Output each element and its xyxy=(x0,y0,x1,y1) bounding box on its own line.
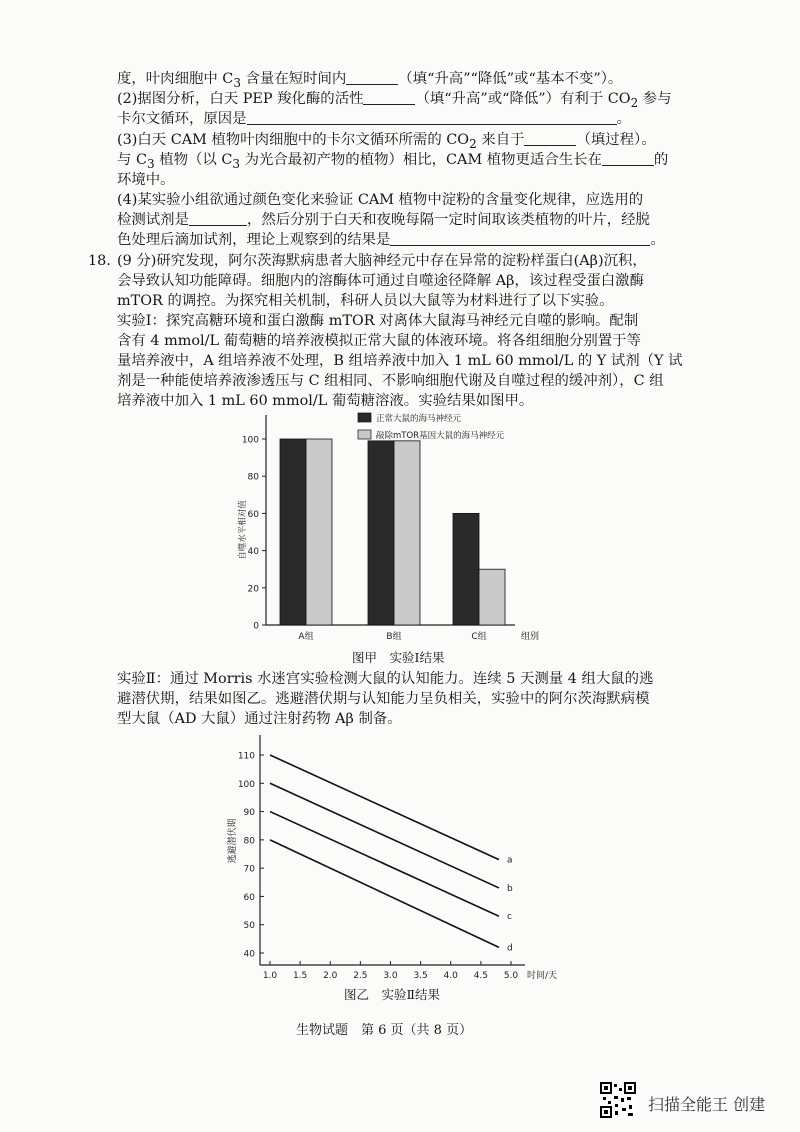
legend-swatch xyxy=(358,413,371,422)
line-text: 的 xyxy=(653,152,669,168)
text-line: 避潜伏期，结果如图乙。逃避潜伏期与认知能力呈负相关，实验中的阿尔茨海默病模 xyxy=(117,691,650,707)
subscript: 3 xyxy=(233,75,241,90)
x-tick-label: A组 xyxy=(298,632,314,642)
line-text: 卡尔文循环，原因是 xyxy=(117,111,247,127)
text-line: 环境中。 xyxy=(117,172,175,188)
x-axis-label: 组别 xyxy=(521,632,540,642)
text-line xyxy=(117,231,665,249)
answer-blank[interactable] xyxy=(363,90,415,105)
text-line: 剂是一种能使培养液渗透压与 C 组相同、不影响细胞代谢及自噬过程的缓冲剂），C 组 xyxy=(117,373,664,389)
series-line-d xyxy=(270,840,499,947)
figure-caption: 图甲 实验Ⅰ结果 xyxy=(352,650,445,665)
answer-blank[interactable] xyxy=(390,231,650,246)
subscript: 3 xyxy=(232,156,240,171)
answer-blank[interactable] xyxy=(346,70,398,85)
answer-blank[interactable] xyxy=(524,131,576,146)
bar xyxy=(394,441,420,625)
y-tick-label: 40 xyxy=(243,949,255,960)
line-text: 为光合最初产物的植物）相比，CAM 植物更适合生长在 xyxy=(240,152,602,168)
line-text: (2)据图分析，白天 PEP 羧化酶的活性 xyxy=(117,91,364,107)
page-footer: 生物试题 第 6 页（共 8 页） xyxy=(296,1023,473,1038)
y-tick-label: 0 xyxy=(253,621,259,632)
y-tick-label: 40 xyxy=(247,547,259,558)
line-text: 含量在短时间内 xyxy=(240,71,347,87)
line-text: 。 xyxy=(650,232,665,248)
x-tick-label: 3.0 xyxy=(383,971,398,981)
text-line: 实验Ⅰ：探究高糖环境和蛋白激酶 mTOR 对离体大鼠海马神经元自噬的影响。配制 xyxy=(117,313,639,329)
y-tick-label: 60 xyxy=(243,892,255,903)
answer-blank[interactable] xyxy=(189,211,247,226)
text-line xyxy=(117,110,631,128)
line-text: 色处理后滴加试剂，理论上观察到的结果是 xyxy=(117,232,391,248)
line-text: 度，叶肉细胞中 C xyxy=(117,71,234,87)
subscript: 2 xyxy=(469,136,477,151)
y-tick-label: 90 xyxy=(243,808,255,819)
series-line-c xyxy=(270,812,499,917)
text-line xyxy=(117,70,622,92)
question-number: 18. xyxy=(88,253,111,269)
text-line xyxy=(117,90,672,112)
line-text: (3)白天 CAM 植物叶肉细胞中的卡尔文循环所需的 CO xyxy=(117,132,470,148)
x-tick-label: 2.0 xyxy=(323,971,338,981)
line-chart-lines xyxy=(270,755,513,953)
subscript: 3 xyxy=(146,156,155,171)
text-line: 量培养液中，A 组培养液不处理，B 组培养液中加入 1 mL 60 mmol/L 的 Y 试剂（Y 试 xyxy=(117,353,683,369)
x-tick-label: B组 xyxy=(386,632,402,642)
bar xyxy=(306,439,332,625)
y-tick-label: 80 xyxy=(243,836,255,847)
answer-blank[interactable] xyxy=(602,151,654,166)
y-tick-label: 50 xyxy=(243,921,255,932)
series-label: b xyxy=(506,883,513,894)
x-tick-label: C组 xyxy=(471,632,487,642)
answer-blank[interactable] xyxy=(247,110,617,125)
legend-label: 敲除mTOR基因大鼠的海马神经元 xyxy=(376,431,505,441)
line-text: （填“升高”或“降低”）有利于 CO xyxy=(415,91,631,107)
bar-chart xyxy=(220,400,560,650)
line-text: 。 xyxy=(616,111,631,127)
legend-swatch xyxy=(358,430,371,439)
x-tick-label: 4.0 xyxy=(443,971,458,981)
y-axis-label: 逃避潜伏期 xyxy=(228,818,238,864)
x-tick-label: 1.0 xyxy=(262,971,278,981)
text-line xyxy=(117,131,656,153)
series-label: a xyxy=(506,855,513,866)
series-label: d xyxy=(506,943,513,954)
text-line xyxy=(117,211,650,229)
line-text: （填“升高”“降低”或“基本不变”）。 xyxy=(398,71,623,87)
bar xyxy=(368,441,394,625)
bar-chart-bars xyxy=(280,439,505,625)
bar-chart-legend xyxy=(358,413,505,441)
bar xyxy=(479,569,505,625)
legend-label: 正常大鼠的海马神经元 xyxy=(376,414,462,424)
watermark: 扫描全能王 创建 xyxy=(648,1095,766,1114)
figure-caption: 图乙 实验Ⅱ结果 xyxy=(344,987,440,1002)
y-tick-label: 60 xyxy=(247,509,259,520)
bar xyxy=(453,513,479,625)
x-tick-label: 1.5 xyxy=(292,971,308,981)
series-line-b xyxy=(270,783,499,888)
line-chart xyxy=(220,733,570,983)
line-text: ，然后分别于白天和夜晚每隔一定时间取该类植物的叶片，经脱 xyxy=(246,212,650,228)
y-tick-label: 70 xyxy=(243,864,255,875)
text-line: (9 分)研究发现，阿尔茨海默病患者大脑神经元中存在异常的淀粉样蛋白(Aβ)沉积， xyxy=(117,253,647,269)
x-tick-label: 5.0 xyxy=(503,971,519,981)
line-text: 来自于 xyxy=(476,132,525,148)
text-line: mTOR 的调控。为探究相关机制，科研人员以大鼠等为材料进行了以下实验。 xyxy=(117,293,614,309)
line-text: 与 C xyxy=(117,152,147,168)
y-tick-label: 100 xyxy=(241,435,259,446)
text-line: 实验Ⅱ：通过 Morris 水迷宫实验检测大鼠的认知能力。连续 5 天测量 4 组大鼠的逃 xyxy=(117,671,654,687)
x-tick-label: 2.5 xyxy=(353,971,368,981)
series-label: c xyxy=(506,912,512,923)
y-tick-label: 100 xyxy=(237,779,255,790)
line-text: 植物（以 C xyxy=(154,152,233,168)
y-tick-label: 110 xyxy=(237,751,255,762)
y-tick-label: 80 xyxy=(247,472,259,483)
x-tick-label: 3.5 xyxy=(413,971,428,981)
qr-code-icon xyxy=(600,1082,636,1118)
text-line: 型大鼠（AD 大鼠）通过注射药物 Aβ 制备。 xyxy=(117,711,402,727)
y-tick-label: 20 xyxy=(247,584,259,595)
text-line: 培养液中加入 1 mL 60 mmol/L 葡萄糖溶液。实验结果如图甲。 xyxy=(117,393,534,409)
text-line: (4)某实验小组欲通过颜色变化来验证 CAM 植物中淀粉的含量变化规律，应选用的 xyxy=(117,192,644,208)
line-text: （填过程）。 xyxy=(576,132,656,148)
x-tick-label: 4.5 xyxy=(473,971,489,981)
x-axis-label: 时间/天 xyxy=(527,971,558,981)
text-line: 含有 4 mmol/L 葡萄糖的培养液模拟正常大鼠的体液环境。将各组细胞分别置于等 xyxy=(117,333,641,349)
series-line-a xyxy=(270,755,499,860)
y-axis-label: 自噬水平相对值 xyxy=(238,500,248,560)
text-line: 会导致认知功能障碍。细胞内的溶酶体可通过自噬途径降解 Aβ，该过程受蛋白激酶 xyxy=(117,273,644,289)
bar xyxy=(280,439,306,625)
subscript: 2 xyxy=(630,95,639,110)
line-text: 检测试剂是 xyxy=(117,212,189,228)
line-text: 参与 xyxy=(638,91,672,107)
text-line xyxy=(117,151,668,173)
